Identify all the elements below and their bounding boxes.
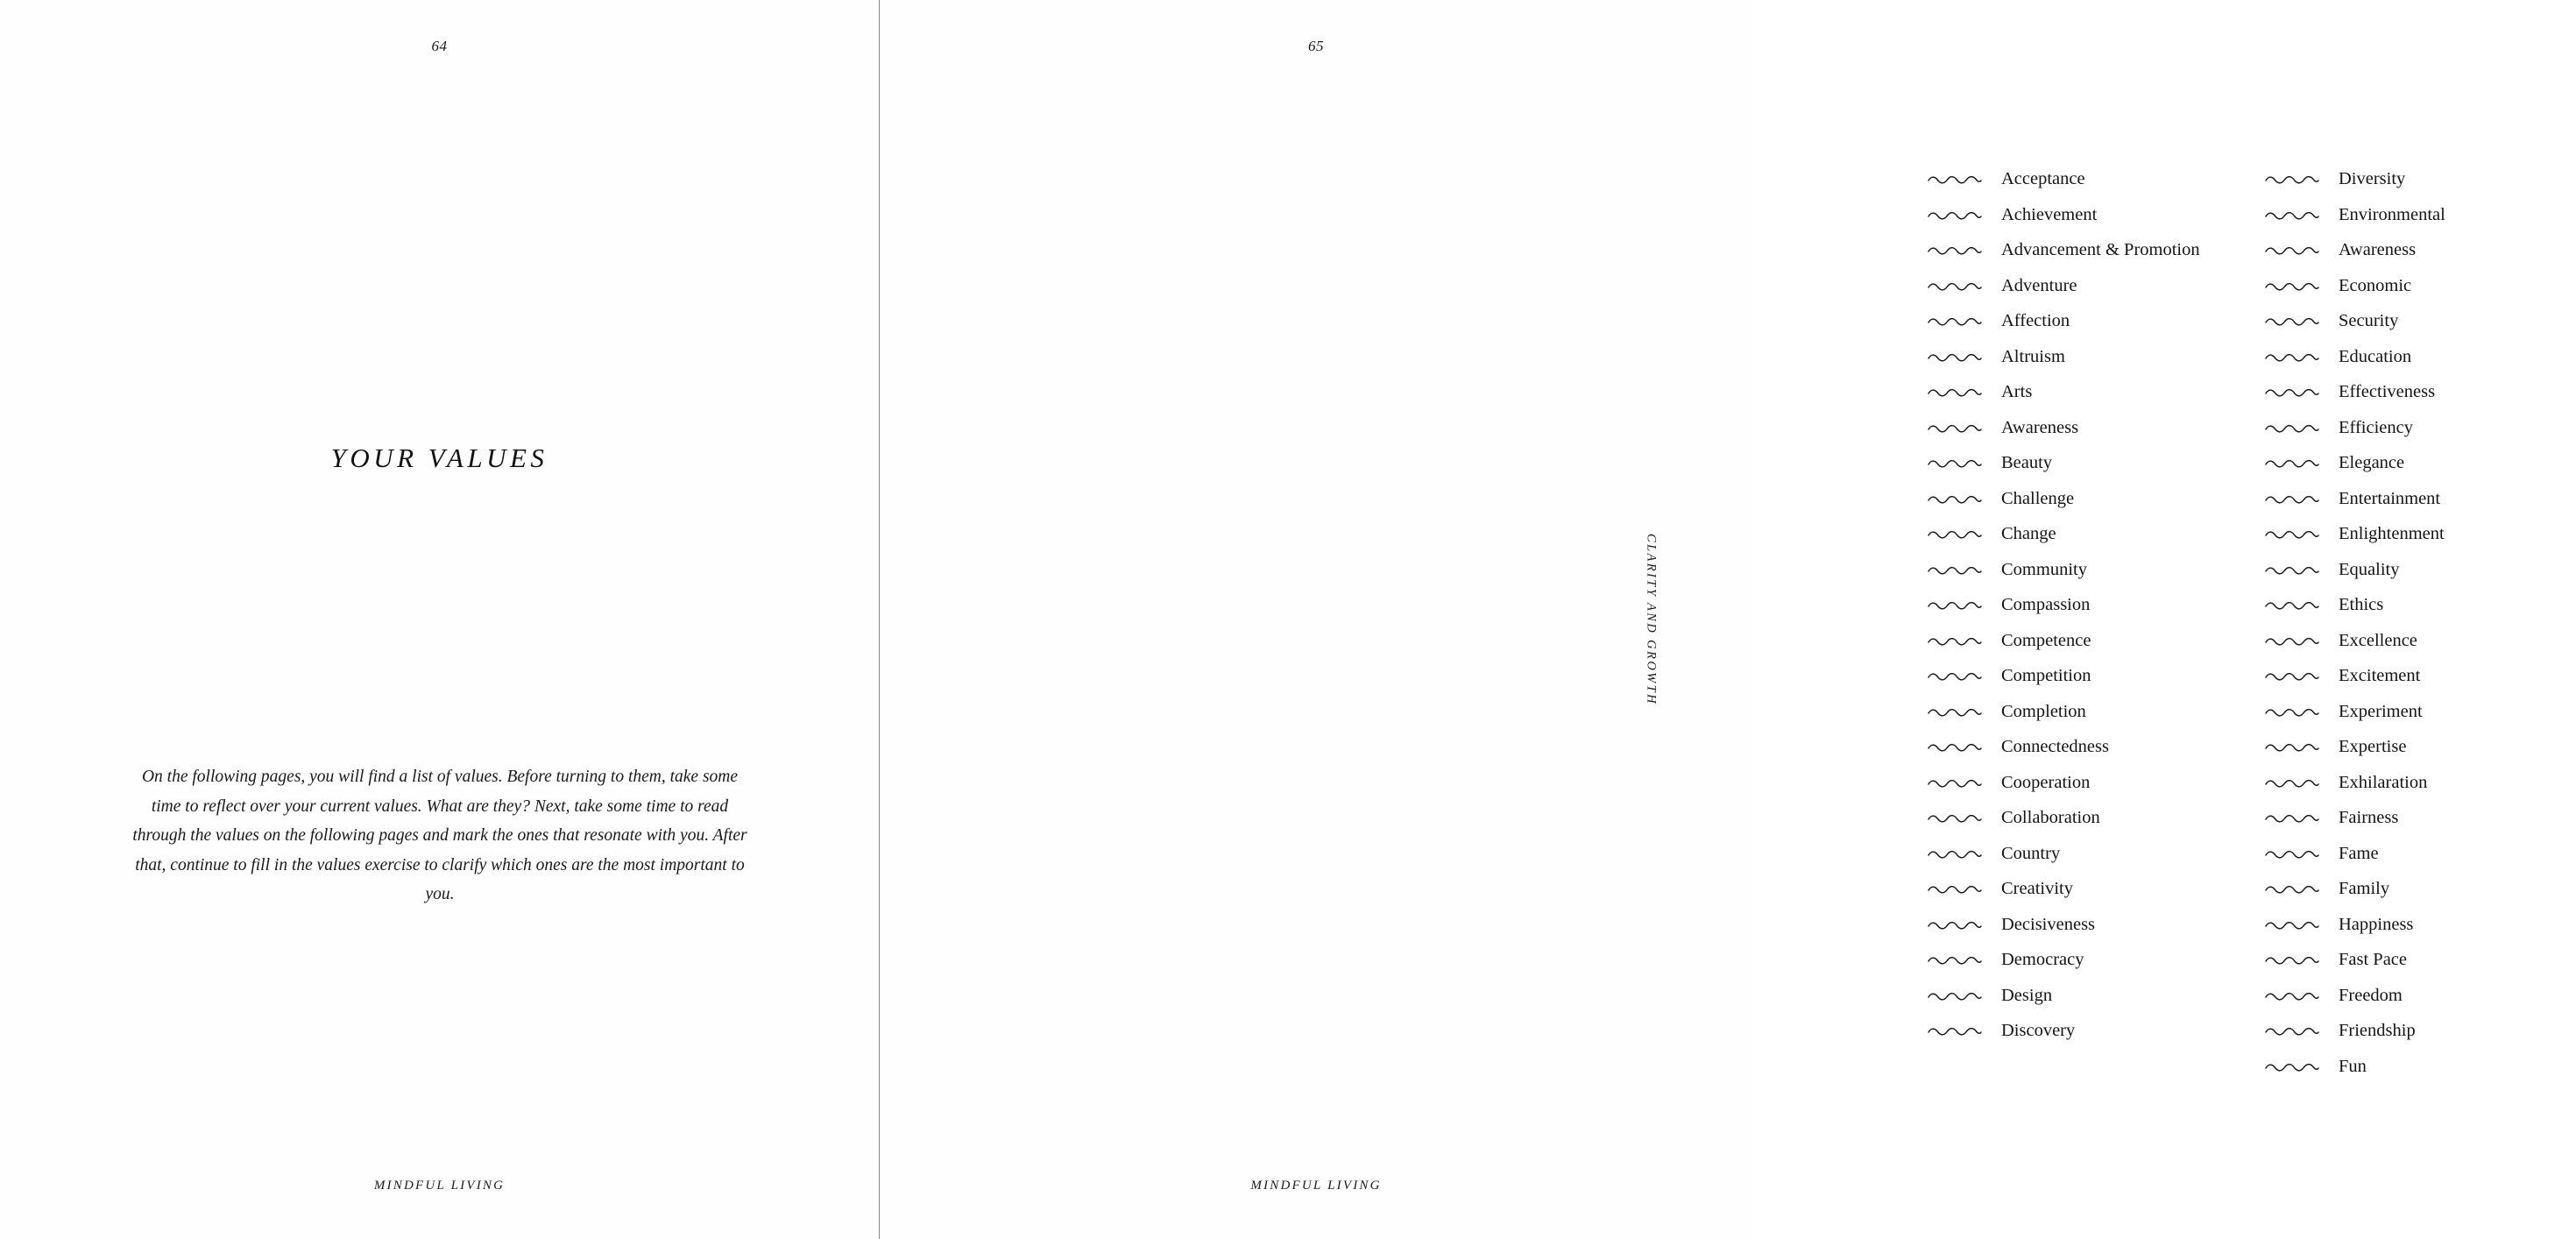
values-list xyxy=(1928,166,2576,1089)
left-page xyxy=(0,0,880,1239)
value-item[interactable] xyxy=(2265,628,2576,655)
squiggle-checkbox-icon[interactable] xyxy=(2265,308,2319,326)
value-item-label: Friendship xyxy=(2339,1021,2416,1040)
value-item[interactable] xyxy=(2265,415,2576,442)
right-page xyxy=(880,0,2445,1239)
value-item[interactable] xyxy=(2265,557,2576,584)
value-item[interactable] xyxy=(2265,379,2576,407)
squiggle-checkbox-icon[interactable] xyxy=(2265,344,2319,362)
squiggle-checkbox-icon[interactable] xyxy=(2265,237,2319,255)
value-item[interactable] xyxy=(1928,202,2265,230)
value-item-label: Fairness xyxy=(2339,808,2399,827)
squiggle-checkbox-icon[interactable] xyxy=(2265,521,2319,539)
value-item-label: Diversity xyxy=(2339,169,2406,188)
squiggle-checkbox-icon[interactable] xyxy=(1928,415,1982,433)
value-item[interactable] xyxy=(1928,592,2265,620)
footer-right: MINDFUL LIVING xyxy=(1250,1179,1382,1193)
value-item[interactable] xyxy=(2265,308,2576,336)
squiggle-checkbox-icon[interactable] xyxy=(2265,1054,2319,1072)
value-item-label: Advancement & Promotion xyxy=(2001,240,2200,259)
value-item[interactable] xyxy=(1928,450,2265,478)
value-item-label: Democracy xyxy=(2001,950,2084,969)
value-item[interactable] xyxy=(2265,592,2576,620)
value-item-label: Collaboration xyxy=(2001,808,2100,827)
value-item[interactable] xyxy=(1928,344,2265,372)
squiggle-checkbox-icon[interactable] xyxy=(1928,912,1982,930)
value-item-label: Country xyxy=(2001,843,2061,863)
squiggle-checkbox-icon[interactable] xyxy=(2265,202,2319,220)
squiggle-checkbox-icon[interactable] xyxy=(1928,663,1982,681)
squiggle-checkbox-icon[interactable] xyxy=(1928,1018,1982,1036)
value-item-label: Enlightenment xyxy=(2339,524,2445,543)
squiggle-checkbox-icon[interactable] xyxy=(1928,344,1982,362)
value-item-label: Achievement xyxy=(2001,204,2098,224)
squiggle-checkbox-icon[interactable] xyxy=(1928,202,1982,220)
value-item-label: Discovery xyxy=(2001,1021,2076,1040)
value-item-label: Affection xyxy=(2001,311,2070,330)
squiggle-checkbox-icon[interactable] xyxy=(2265,1018,2319,1036)
value-item-label: Change xyxy=(2001,524,2056,543)
value-item[interactable] xyxy=(1928,557,2265,584)
value-item-label: Fun xyxy=(2339,1056,2367,1076)
value-item[interactable] xyxy=(2265,663,2576,690)
value-item-label: Environmental xyxy=(2339,204,2445,224)
value-item-label: Challenge xyxy=(2001,488,2075,508)
value-item[interactable] xyxy=(1928,699,2265,726)
value-item[interactable] xyxy=(2265,202,2576,230)
value-item-label: Fame xyxy=(2339,843,2379,863)
squiggle-checkbox-icon[interactable] xyxy=(1928,237,1982,255)
value-item[interactable] xyxy=(1928,521,2265,549)
value-item-label: Competition xyxy=(2001,666,2091,685)
page-number-right: 65 xyxy=(1308,38,1324,54)
section-side-title: CLARITY AND GROWTH xyxy=(1644,533,1659,706)
value-item-label: Security xyxy=(2339,311,2399,330)
value-item-label: Experiment xyxy=(2339,701,2423,721)
intro-paragraph: On the following pages, you will find a list of values. Before turning to them, take some time to reflect over your current values. What are they? Next, take some time to read through the values on the following pages and mark the ones that resonate with you. After that, continue to fill in the values exercise to clarify which ones are the most important to you. xyxy=(132,768,747,904)
squiggle-checkbox-icon[interactable] xyxy=(1928,592,1982,610)
value-item-label: Design xyxy=(2001,985,2053,1005)
squiggle-checkbox-icon[interactable] xyxy=(2265,734,2319,752)
squiggle-checkbox-icon[interactable] xyxy=(2265,628,2319,646)
value-item-label: Equality xyxy=(2339,559,2400,579)
squiggle-checkbox-icon[interactable] xyxy=(2265,805,2319,823)
values-column-two xyxy=(2265,166,2576,1089)
value-item-label: Arts xyxy=(2001,382,2033,401)
value-item-label: Altruism xyxy=(2001,346,2065,366)
squiggle-checkbox-icon[interactable] xyxy=(2265,166,2319,184)
squiggle-checkbox-icon[interactable] xyxy=(2265,912,2319,930)
squiggle-checkbox-icon[interactable] xyxy=(2265,273,2319,291)
value-item-label: Efficiency xyxy=(2339,417,2413,437)
page-number-left: 64 xyxy=(431,38,448,54)
value-item-label: Competence xyxy=(2001,630,2091,650)
value-item[interactable] xyxy=(1928,237,2265,265)
value-item[interactable] xyxy=(1928,770,2265,797)
squiggle-checkbox-icon[interactable] xyxy=(1928,273,1982,291)
value-item[interactable] xyxy=(2265,947,2576,974)
value-item-label: Community xyxy=(2001,559,2087,579)
value-item[interactable] xyxy=(1928,273,2265,301)
value-item[interactable] xyxy=(1928,912,2265,939)
value-item[interactable] xyxy=(2265,699,2576,726)
value-item[interactable] xyxy=(2265,273,2576,301)
value-item-label: Expertise xyxy=(2339,737,2407,756)
value-item[interactable] xyxy=(2265,486,2576,513)
value-item[interactable] xyxy=(2265,876,2576,903)
value-item[interactable] xyxy=(2265,983,2576,1010)
squiggle-checkbox-icon[interactable] xyxy=(1928,521,1982,539)
squiggle-checkbox-icon[interactable] xyxy=(2265,415,2319,433)
value-item[interactable] xyxy=(1928,486,2265,513)
value-item-label: Excitement xyxy=(2339,666,2421,685)
squiggle-checkbox-icon[interactable] xyxy=(2265,983,2319,1001)
squiggle-checkbox-icon[interactable] xyxy=(2265,841,2319,859)
value-item-label: Beauty xyxy=(2001,453,2053,472)
value-item-label: Elegance xyxy=(2339,453,2405,472)
squiggle-checkbox-icon[interactable] xyxy=(2265,557,2319,575)
squiggle-checkbox-icon[interactable] xyxy=(1928,699,1982,717)
value-item-label: Cooperation xyxy=(2001,772,2091,792)
squiggle-checkbox-icon[interactable] xyxy=(1928,983,1982,1001)
squiggle-checkbox-icon[interactable] xyxy=(1928,734,1982,752)
value-item-label: Excellence xyxy=(2339,630,2417,650)
value-item-label: Awareness xyxy=(2339,240,2417,259)
squiggle-checkbox-icon[interactable] xyxy=(1928,805,1982,823)
value-item-label: Awareness xyxy=(2001,417,2079,437)
value-item[interactable] xyxy=(2265,912,2576,939)
squiggle-checkbox-icon[interactable] xyxy=(2265,663,2319,681)
squiggle-checkbox-icon[interactable] xyxy=(2265,486,2319,504)
squiggle-checkbox-icon[interactable] xyxy=(1928,876,1982,894)
value-item[interactable] xyxy=(1928,734,2265,761)
value-item[interactable] xyxy=(1928,841,2265,868)
squiggle-checkbox-icon[interactable] xyxy=(1928,947,1982,965)
squiggle-checkbox-icon[interactable] xyxy=(1928,379,1982,397)
squiggle-checkbox-icon[interactable] xyxy=(1928,557,1982,575)
value-item-label: Happiness xyxy=(2339,914,2414,934)
value-item[interactable] xyxy=(2265,166,2576,194)
values-column-one xyxy=(1928,166,2265,1089)
value-item[interactable] xyxy=(2265,237,2576,265)
value-item[interactable] xyxy=(2265,450,2576,478)
value-item-label: Exhilaration xyxy=(2339,772,2428,792)
squiggle-checkbox-icon[interactable] xyxy=(2265,699,2319,717)
value-item[interactable] xyxy=(1928,166,2265,194)
value-item[interactable] xyxy=(1928,628,2265,655)
value-item-label: Ethics xyxy=(2339,595,2384,614)
squiggle-checkbox-icon[interactable] xyxy=(2265,592,2319,610)
squiggle-checkbox-icon[interactable] xyxy=(2265,876,2319,894)
value-item[interactable] xyxy=(1928,983,2265,1010)
value-item-label: Effectiveness xyxy=(2339,382,2436,401)
squiggle-checkbox-icon[interactable] xyxy=(1928,486,1982,504)
value-item[interactable] xyxy=(1928,663,2265,690)
squiggle-checkbox-icon[interactable] xyxy=(2265,450,2319,468)
squiggle-checkbox-icon[interactable] xyxy=(1928,166,1982,184)
squiggle-checkbox-icon[interactable] xyxy=(1928,308,1982,326)
value-item[interactable] xyxy=(2265,734,2576,761)
value-item-label: Adventure xyxy=(2001,275,2077,295)
value-item[interactable] xyxy=(2265,805,2576,832)
value-item[interactable] xyxy=(1928,1018,2265,1045)
squiggle-checkbox-icon[interactable] xyxy=(2265,947,2319,965)
value-item-label: Decisiveness xyxy=(2001,914,2096,934)
value-item-label: Compassion xyxy=(2001,595,2091,614)
page-title: YOUR VALUES xyxy=(330,442,548,473)
value-item[interactable] xyxy=(1928,379,2265,407)
squiggle-checkbox-icon[interactable] xyxy=(1928,841,1982,859)
squiggle-checkbox-icon[interactable] xyxy=(2265,770,2319,788)
value-item-label: Economic xyxy=(2339,275,2412,295)
value-item-label: Creativity xyxy=(2001,879,2073,898)
value-item-label: Entertainment xyxy=(2339,488,2441,508)
value-item[interactable] xyxy=(2265,344,2576,372)
value-item-label: Family xyxy=(2339,879,2390,898)
value-item-label: Acceptance xyxy=(2001,169,2085,188)
value-item-label: Connectedness xyxy=(2001,737,2109,756)
value-item-label: Education xyxy=(2339,346,2412,366)
value-item[interactable] xyxy=(1928,947,2265,974)
value-item[interactable] xyxy=(2265,770,2576,797)
squiggle-checkbox-icon[interactable] xyxy=(1928,628,1982,646)
squiggle-checkbox-icon[interactable] xyxy=(1928,450,1982,468)
value-item-label: Fast Pace xyxy=(2339,950,2407,969)
value-item[interactable] xyxy=(1928,308,2265,336)
value-item[interactable] xyxy=(1928,805,2265,832)
value-item[interactable] xyxy=(2265,1018,2576,1045)
value-item[interactable] xyxy=(2265,841,2576,868)
value-item[interactable] xyxy=(2265,521,2576,549)
squiggle-checkbox-icon[interactable] xyxy=(1928,770,1982,788)
footer-left: MINDFUL LIVING xyxy=(373,1179,506,1193)
value-item[interactable] xyxy=(1928,415,2265,442)
squiggle-checkbox-icon[interactable] xyxy=(2265,379,2319,397)
value-item-label: Completion xyxy=(2001,701,2086,721)
value-item[interactable] xyxy=(2265,1054,2576,1081)
value-item-label: Freedom xyxy=(2339,985,2403,1005)
value-item[interactable] xyxy=(1928,876,2265,903)
